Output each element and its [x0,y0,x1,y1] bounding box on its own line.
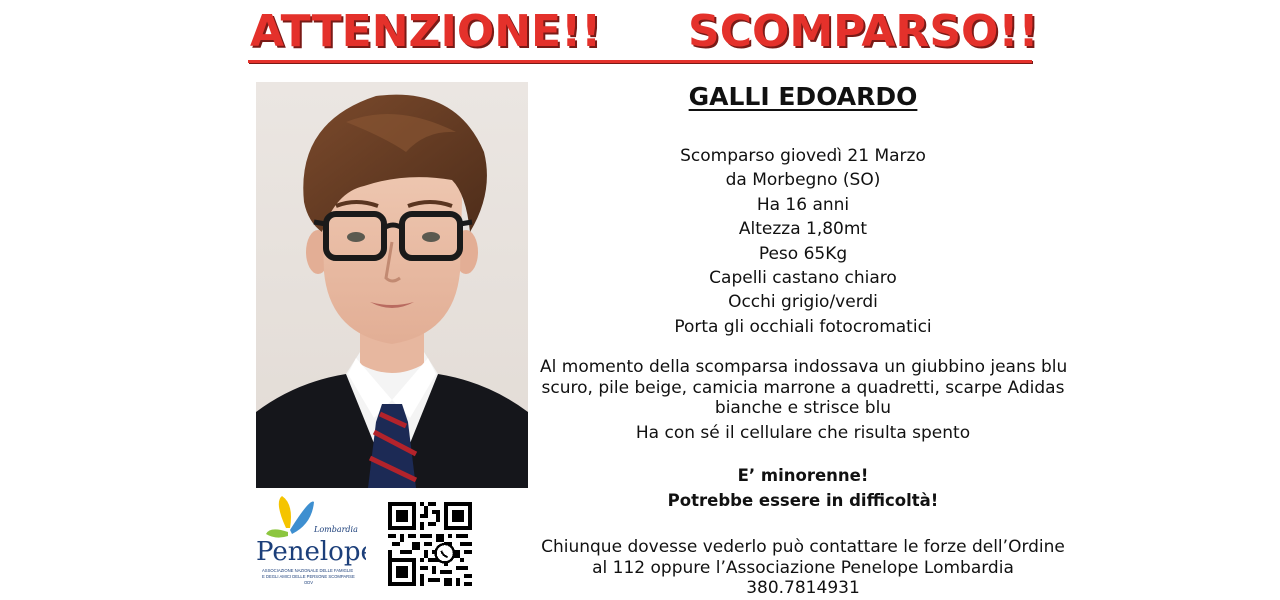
qr-code-icon [388,502,472,586]
logo-tagline-2: E DEGLI AMICI DELLE PERSONE SCOMPARSE [262,574,355,579]
fact-glasses: Porta gli occhiali fotocromatici [674,316,932,337]
header-underline [248,60,1032,63]
fact-date: Scomparso giovedì 21 Marzo [680,146,926,166]
clothing-description [540,357,1066,443]
contact-line: al 112 oppure l’Associazione Penelope Lombardia [592,557,1014,578]
phone-status: Ha con sé il cellulare che risulta spento [635,422,971,443]
fact-height: Altezza 1,80mt [738,219,868,240]
contact-phone[interactable]: 380.7814931 [746,578,860,599]
header-attention: ATTENZIONE!! [250,6,602,57]
contact-line: Chiunque dovesse vederlo può contattare le forze dell’Ordine [541,537,1065,558]
logo-tagline-1: ASSOCIAZIONE NAZIONALE DELLE FAMIGLIE [262,568,354,573]
poster-details [540,78,1066,599]
description-line: Al momento della scomparsa indossava un giubbino jeans blu [540,357,1068,378]
fact-hair: Capelli castano chiaro [709,268,897,289]
logo-tagline-3: ODV [304,580,314,585]
warning-block [540,463,1066,513]
fact-weight: Peso 65Kg [758,243,848,264]
poster-header [248,4,1039,62]
header-missing: SCOMPARSO!! [688,6,1039,57]
missing-person-photo [256,82,528,488]
description-line: scuro, pile beige, camicia marrone a quadretti, scarpe Adidas [541,377,1065,398]
fact-place: da Morbegno (SO) [725,170,881,191]
contact-block [540,537,1066,599]
fact-age: Ha 16 anni [756,194,850,215]
penelope-butterfly-logo [252,494,366,594]
facts-list [540,144,1066,339]
portrait-illustration [256,82,528,488]
description-line: bianche e strisce blu [714,398,892,419]
warning-difficulty: Potrebbe essere in difficoltà! [667,491,939,511]
logo-script: Lombardia [314,525,358,534]
penelope-logo [252,494,366,594]
warning-minor: E’ minorenne! [737,466,869,486]
whatsapp-qr-code[interactable] [388,502,472,586]
logo-brand: Penelope [256,537,366,567]
fact-eyes: Occhi grigio/verdi [728,292,878,313]
missing-person-name: GALLI EDOARDO [688,82,918,111]
